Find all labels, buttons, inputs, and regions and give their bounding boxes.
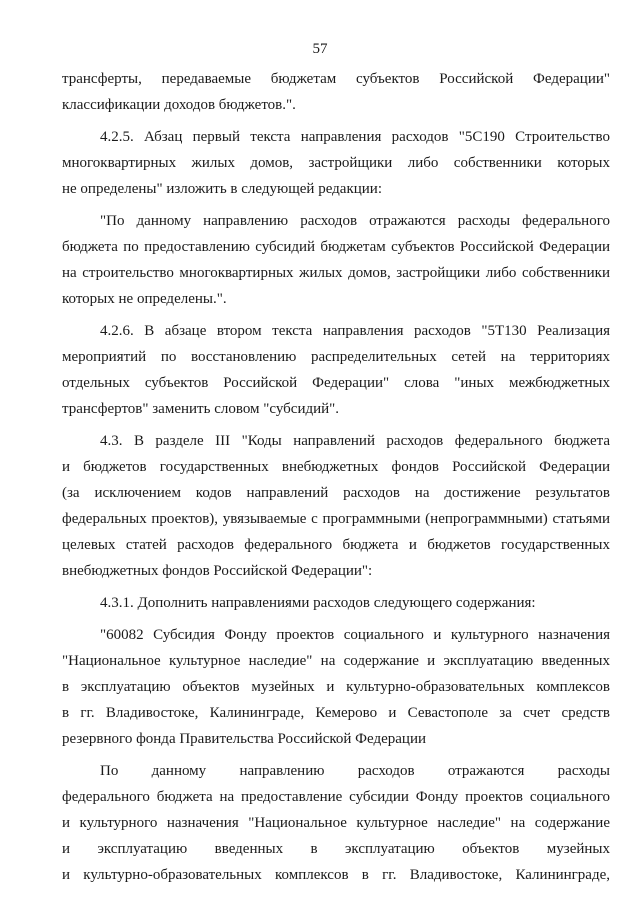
text-line: трансфертов" заменить словом "субсидий". xyxy=(62,401,340,417)
page-number: 57 xyxy=(312,41,328,57)
text-line: 4.3.1. Дополнить направлениями расходов следующего содержания: xyxy=(100,595,536,611)
text-line: 4.3. В разделе III "Коды направлений расходов федерального бюджета xyxy=(100,433,610,449)
text-line: По данному направлению расходов отражаются расходы xyxy=(100,763,610,779)
text-line: отдельных субъектов Российской Федерации" слова "иных межбюджетных xyxy=(62,375,610,391)
text-line: и бюджетов государственных внебюджетных фондов Российской Федерации xyxy=(62,459,610,475)
text-line: трансферты, передаваемые бюджетам субъектов Российской Федерации" xyxy=(62,71,610,87)
text-line: федеральных проектов), увязываемые с программными (непрограммными) статьями xyxy=(62,511,610,527)
text-line: в эксплуатацию объектов музейных и культурно-образовательных комплексов xyxy=(62,679,610,695)
text-line: бюджета по предоставлению субсидий бюджетам субъектов Российской Федерации xyxy=(62,239,610,255)
text-line: классификации доходов бюджетов.". xyxy=(62,97,296,113)
text-line: и культурного назначения "Национальное культурное наследие" на содержание xyxy=(62,815,610,831)
document-body xyxy=(62,66,610,888)
text-line: федерального бюджета на предоставление субсидии Фонду проектов социального xyxy=(62,789,610,805)
text-line: резервного фонда Правительства Российской Федерации xyxy=(62,731,427,747)
text-line: не определены" изложить в следующей редакции: xyxy=(62,181,382,197)
text-line: 4.2.5. Абзац первый текста направления расходов "5С190 Строительство xyxy=(100,129,610,145)
text-line: которых не определены.". xyxy=(62,291,227,307)
text-line: на строительство многоквартирных жилых домов, застройщики либо собственники xyxy=(62,265,610,281)
text-line: внебюджетных фондов Российской Федерации": xyxy=(62,563,373,579)
text-line: многоквартирных жилых домов, застройщики либо собственники которых xyxy=(62,155,610,171)
text-line: мероприятий по восстановлению распределительных сетей на территориях xyxy=(62,349,610,365)
text-line: и эксплуатацию введенных в эксплуатацию объектов музейных xyxy=(62,841,610,857)
text-line: (за исключением кодов направлений расходов на достижение результатов xyxy=(62,485,610,501)
text-line: "По данному направлению расходов отражаются расходы федерального xyxy=(100,213,610,229)
text-line: "60082 Субсидия Фонду проектов социального и культурного назначения xyxy=(100,627,610,643)
text-line: в гг. Владивостоке, Калининграде, Кемерово и Севастополе за счет средств xyxy=(62,705,610,721)
text-line: и культурно-образовательных комплексов в гг. Владивостоке, Калининграде, xyxy=(62,867,610,883)
text-line: 4.2.6. В абзаце втором текста направления расходов "5Т130 Реализация xyxy=(100,323,610,339)
text-line: "Национальное культурное наследие" на содержание и эксплуатацию введенных xyxy=(62,653,610,669)
text-line: целевых статей расходов федерального бюджета и бюджетов государственных xyxy=(62,537,610,553)
